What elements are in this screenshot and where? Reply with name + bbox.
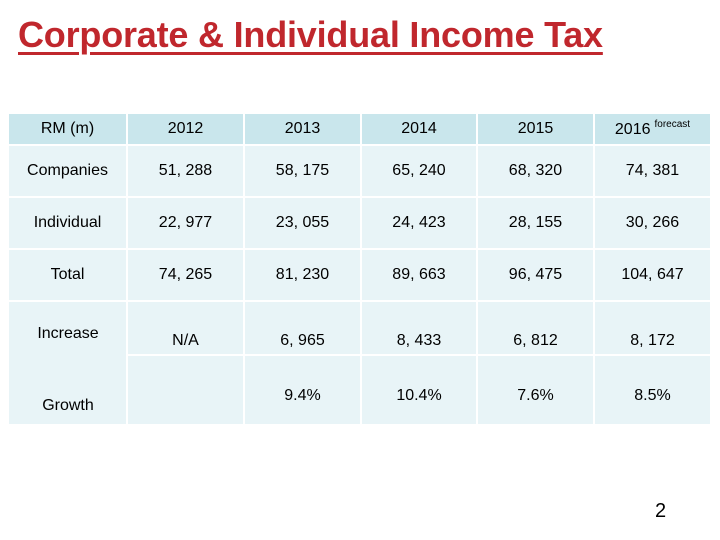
table-cell: 22, 977: [127, 197, 244, 249]
header-year-cell-forecast: [594, 114, 711, 145]
table-cell: [361, 301, 477, 355]
table-cell: 58, 175: [244, 145, 361, 197]
header-year-cell: 2013: [244, 114, 361, 145]
table-cell: 30, 266: [594, 197, 711, 249]
header-year-cell: 2012: [127, 114, 244, 145]
table-cell: 65, 240: [361, 145, 477, 197]
table-cell: 81, 230: [244, 249, 361, 301]
table-cell: [244, 355, 361, 425]
table-cell: [594, 355, 711, 425]
table-cell: [127, 301, 244, 355]
table-cell: [361, 355, 477, 425]
table-row-companies: [9, 145, 711, 197]
cell-value: 7.6%: [517, 387, 554, 404]
row-label: Companies: [9, 145, 127, 197]
header-year-2016: 2016: [614, 121, 651, 138]
table-cell: 74, 265: [127, 249, 244, 301]
row-label: Total: [9, 249, 127, 301]
table-cell: [477, 355, 594, 425]
cell-value: 10.4%: [396, 387, 442, 404]
table-cell: 104, 647: [594, 249, 711, 301]
table-cell: 89, 663: [361, 249, 477, 301]
slide-title: Corporate & Individual Income Tax: [18, 14, 603, 55]
header-year-cell: 2014: [361, 114, 477, 145]
table-row-increase: [9, 301, 711, 355]
row-label-growth: Growth: [42, 397, 94, 414]
table-cell: 24, 423: [361, 197, 477, 249]
cell-value: 8.5%: [634, 387, 671, 404]
header-label-cell: RM (m): [9, 114, 127, 145]
table-row-total: [9, 249, 711, 301]
row-label: Individual: [9, 197, 127, 249]
income-tax-table: [9, 114, 712, 426]
table-cell: [127, 355, 244, 425]
table-cell: 23, 055: [244, 197, 361, 249]
table-cell: 51, 288: [127, 145, 244, 197]
cell-value: N/A: [172, 332, 199, 349]
cell-value: 6, 965: [280, 332, 325, 349]
cell-value: 6, 812: [513, 332, 558, 349]
increase-growth-label-cell: [9, 301, 127, 425]
header-year-cell: 2015: [477, 114, 594, 145]
table-cell: 74, 381: [594, 145, 711, 197]
cell-value: 8, 433: [396, 332, 442, 349]
table-cell: 96, 475: [477, 249, 594, 301]
row-label-increase: Increase: [37, 325, 99, 342]
table-cell: 68, 320: [477, 145, 594, 197]
table-cell: 28, 155: [477, 197, 594, 249]
page-number: 2: [655, 500, 667, 522]
table-row-individual: [9, 197, 711, 249]
table-cell: [594, 301, 711, 355]
table-header-row: [9, 114, 711, 145]
cell-value: 9.4%: [284, 387, 321, 404]
forecast-superscript: forecast: [654, 119, 691, 130]
table-cell: [244, 301, 361, 355]
table-cell: [477, 301, 594, 355]
cell-value: 8, 172: [630, 332, 675, 349]
